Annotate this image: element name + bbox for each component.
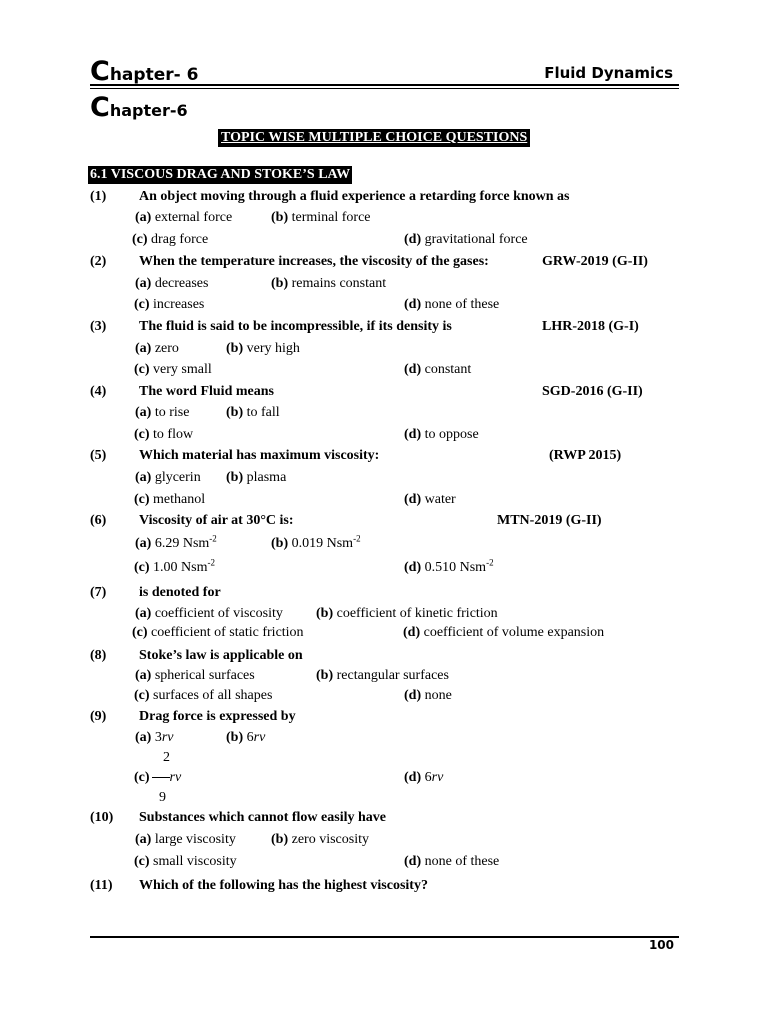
section-heading: 6.1 VISCOUS DRAG AND STOKE’S LAW: [90, 167, 351, 182]
option-text: to flow: [153, 427, 194, 442]
option-d: [404, 297, 499, 313]
question-number: (9): [90, 709, 107, 724]
option-label: (a): [135, 832, 152, 847]
question-reference: MTN-2019 (G-II): [497, 513, 602, 528]
option-text: 0.510 Nsm: [424, 560, 487, 575]
option-a: [135, 668, 255, 684]
option-text: very small: [153, 362, 212, 377]
option-label: (b): [271, 210, 289, 225]
header-chapter: [90, 56, 198, 87]
option-c: [134, 854, 237, 870]
formula-variable: rv: [161, 730, 174, 745]
header-chapter-rest: hapter- 6: [109, 65, 199, 85]
option-text: coefficient of volume expansion: [423, 625, 605, 640]
question-number: (5): [90, 448, 107, 463]
option-label: (c): [134, 297, 150, 312]
option-label: (d): [404, 362, 422, 377]
option-text: increases: [153, 297, 205, 312]
question-text: The fluid is said to be incompressible, if its density is: [139, 319, 452, 334]
formula-variable: rv: [253, 730, 266, 745]
option-text: to fall: [246, 405, 280, 420]
chapter-heading-cap: C: [90, 92, 110, 123]
question-reference: LHR-2018 (G-I): [542, 319, 639, 334]
option-text: 1.00 Nsm: [153, 560, 208, 575]
option-label: (a): [135, 606, 152, 621]
option-label: (d): [404, 427, 422, 442]
question-reference: GRW-2019 (G-II): [542, 254, 648, 269]
option-text: drag force: [151, 232, 209, 247]
option-label: (c): [134, 492, 150, 507]
option-b: [226, 341, 300, 357]
option-b: [226, 405, 280, 421]
option-label: (d): [404, 560, 422, 575]
option-label: (a): [135, 341, 152, 356]
option-text: very high: [246, 341, 300, 356]
option-text: gravitational force: [424, 232, 528, 247]
exponent: -2: [207, 557, 215, 568]
option-label: (a): [135, 470, 152, 485]
header-chapter-cap: C: [90, 56, 110, 87]
option-text: to rise: [154, 405, 190, 420]
option-label: (d): [404, 297, 422, 312]
question-number: (10): [90, 810, 114, 825]
option-label: (a): [135, 536, 152, 551]
question-text: [139, 585, 221, 601]
option-c: [134, 770, 181, 786]
question-text: Substances which cannot flow easily have: [139, 810, 386, 825]
formula-denominator: 9: [159, 790, 166, 805]
option-label: (c): [134, 688, 150, 703]
option-b: [271, 276, 386, 292]
question-number: (7): [90, 585, 107, 600]
option-a: [135, 730, 174, 746]
option-label: (b): [271, 536, 289, 551]
option-text: coefficient of viscosity: [154, 606, 283, 621]
header-rule-thin: [90, 88, 679, 89]
option-label: (b): [226, 470, 244, 485]
option-c: [134, 362, 212, 378]
option-label: (c): [132, 232, 148, 247]
option-label: (a): [135, 276, 152, 291]
option-b: [271, 210, 371, 226]
option-text: methanol: [153, 492, 206, 507]
option-label: (d): [404, 688, 422, 703]
option-label: (b): [226, 341, 244, 356]
option-text: coefficient of kinetic friction: [336, 606, 498, 621]
option-text: external force: [154, 210, 233, 225]
option-d: [404, 427, 479, 443]
option-c: [132, 625, 304, 641]
option-text: surfaces of all shapes: [153, 688, 273, 703]
option-text: coefficient of static friction: [151, 625, 304, 640]
option-label: (d): [404, 770, 422, 785]
option-text: none of these: [424, 854, 500, 869]
option-label: (b): [226, 730, 244, 745]
option-b: [316, 668, 449, 684]
option-text: decreases: [154, 276, 209, 291]
option-label: (b): [226, 405, 244, 420]
option-a: [135, 276, 208, 292]
option-label: (a): [135, 668, 152, 683]
question-text: Drag force is expressed by: [139, 709, 296, 724]
option-text: to oppose: [424, 427, 479, 442]
option-text: none: [424, 688, 452, 703]
option-label: (c): [134, 362, 150, 377]
option-b: [226, 470, 286, 486]
question-reference: SGD-2016 (G-II): [542, 384, 643, 399]
option-b: [271, 832, 369, 848]
option-label: (d): [404, 854, 422, 869]
option-label: (d): [404, 232, 422, 247]
option-c: [132, 232, 208, 248]
option-b: [226, 730, 265, 746]
question-text: Stoke’s law is applicable on: [139, 648, 303, 663]
option-text: glycerin: [154, 470, 201, 485]
option-text: none of these: [424, 297, 500, 312]
option-label: (c): [134, 854, 150, 869]
option-c: [134, 427, 193, 443]
chapter-heading: [90, 92, 188, 123]
option-text: zero viscosity: [291, 832, 369, 847]
question-reference: (RWP 2015): [549, 448, 622, 463]
formula-coefficient: 3: [154, 730, 162, 745]
option-d: [404, 557, 494, 576]
footer-rule: [90, 936, 679, 938]
option-d: [403, 625, 604, 641]
option-c: [134, 492, 205, 508]
option-label: (b): [316, 606, 334, 621]
chapter-heading-rest: hapter-6: [109, 101, 188, 120]
option-text: spherical surfaces: [154, 668, 255, 683]
question-text: Which of the following has the highest viscosity?: [139, 878, 428, 893]
option-label: (d): [404, 492, 422, 507]
page-number: 100: [648, 938, 674, 952]
option-b: [271, 533, 361, 552]
option-d: [404, 492, 456, 508]
formula-coefficient: 6: [246, 730, 254, 745]
option-a: [135, 832, 236, 848]
option-label: (d): [403, 625, 421, 640]
question-text-body: is denoted for: [139, 585, 221, 600]
option-d: [404, 854, 499, 870]
option-text: small viscosity: [153, 854, 237, 869]
option-text: water: [424, 492, 456, 507]
option-d: [404, 232, 528, 248]
option-d: [404, 770, 443, 786]
question-number: (2): [90, 254, 107, 269]
question-number: (8): [90, 648, 107, 663]
option-b: [316, 606, 498, 622]
option-a: [135, 341, 179, 357]
question-number: (3): [90, 319, 107, 334]
formula-variable: rv: [431, 770, 444, 785]
formula-variable: rv: [169, 770, 182, 785]
option-d: [404, 362, 471, 378]
option-label: (b): [271, 276, 289, 291]
question-text: When the temperature increases, the viscosity of the gases:: [139, 254, 489, 269]
option-a: [135, 470, 201, 486]
option-label: (c): [134, 770, 150, 785]
option-a: [135, 210, 232, 226]
option-text: 6.29 Nsm: [154, 536, 210, 551]
question-text: The word Fluid means: [139, 384, 274, 399]
option-label: (a): [135, 405, 152, 420]
header-rule-thick: [90, 84, 679, 86]
topic-heading: TOPIC WISE MULTIPLE CHOICE QUESTIONS: [218, 129, 530, 147]
exponent: -2: [209, 533, 217, 544]
exponent: -2: [486, 557, 494, 568]
option-text: rectangular surfaces: [336, 668, 449, 683]
option-label: (c): [132, 625, 148, 640]
question-text: Viscosity of air at 30°C is:: [139, 513, 294, 528]
option-a: [135, 405, 189, 421]
header-title: Fluid Dynamics: [544, 64, 673, 82]
option-text: terminal force: [291, 210, 371, 225]
option-a: [135, 533, 217, 552]
fraction-line: [152, 777, 170, 778]
option-label: (a): [135, 730, 152, 745]
option-text: constant: [424, 362, 472, 377]
question-text: Which material has maximum viscosity:: [139, 448, 380, 463]
option-label: (c): [134, 560, 150, 575]
option-text: remains constant: [291, 276, 387, 291]
exponent: -2: [353, 533, 361, 544]
question-number: (1): [90, 189, 107, 204]
formula-denominator: 2: [163, 750, 170, 765]
option-c: [134, 297, 204, 313]
option-c: [134, 688, 272, 704]
formula-coefficient: 6: [424, 770, 432, 785]
option-text: plasma: [246, 470, 287, 485]
option-label: (b): [316, 668, 334, 683]
option-label: (c): [134, 427, 150, 442]
option-label: (a): [135, 210, 152, 225]
option-label: (b): [271, 832, 289, 847]
question-number: (6): [90, 513, 107, 528]
option-c: [134, 557, 215, 576]
option-d: [404, 688, 452, 704]
question-number: (11): [90, 878, 113, 893]
question-text: An object moving through a fluid experience a retarding force known as: [139, 189, 570, 204]
question-number: (4): [90, 384, 107, 399]
option-text: zero: [154, 341, 179, 356]
option-text: large viscosity: [154, 832, 236, 847]
option-a: [135, 606, 283, 622]
option-text: 0.019 Nsm: [291, 536, 354, 551]
